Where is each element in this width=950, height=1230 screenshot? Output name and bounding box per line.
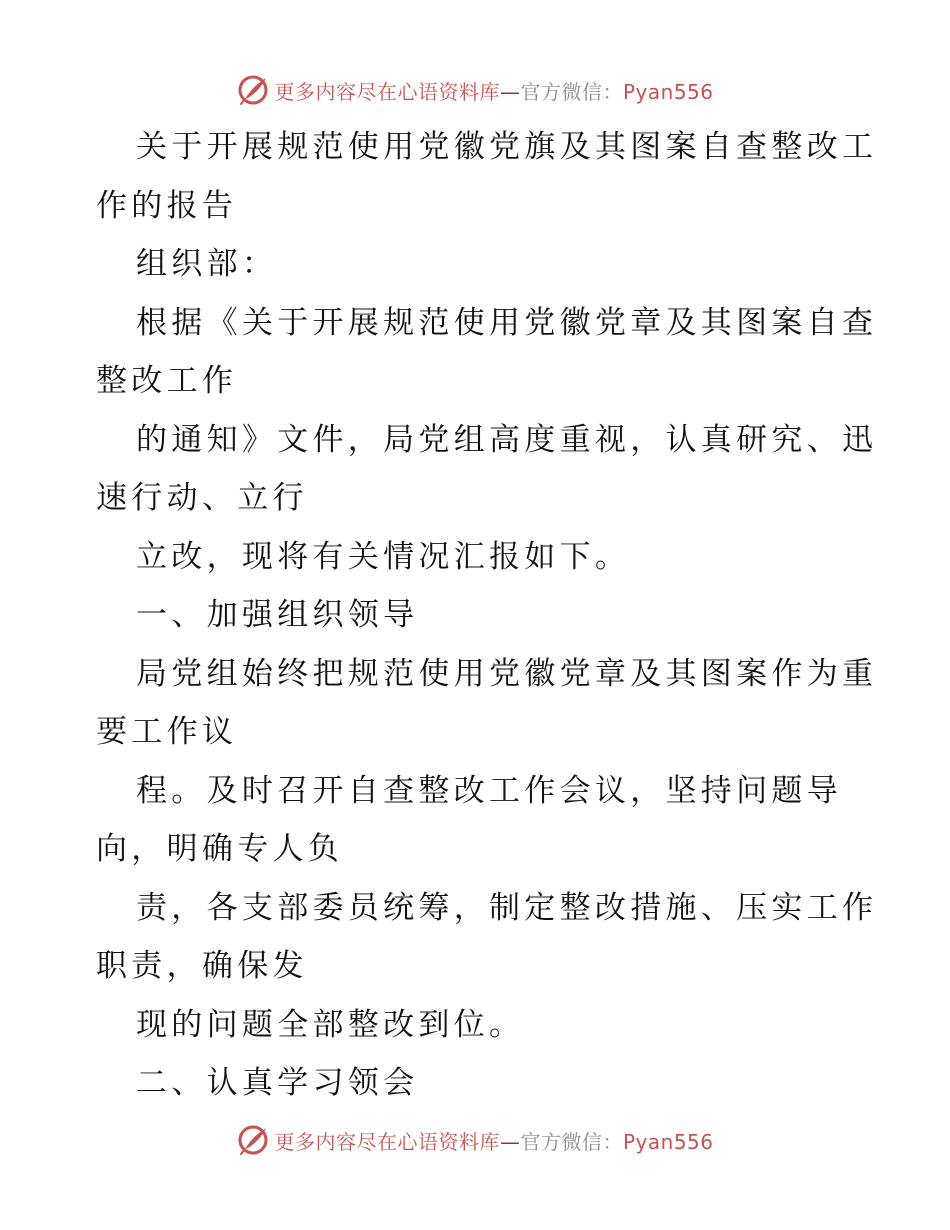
watermark-separator: — xyxy=(499,79,521,104)
watermark-text xyxy=(274,1126,713,1155)
header-watermark xyxy=(0,70,950,110)
doc-line: 关于开展规范使用党徽党旗及其图案自查整改工 xyxy=(136,129,878,165)
footer-watermark xyxy=(0,1120,950,1160)
doc-line: 二、认真学习领会 xyxy=(136,1065,419,1101)
document-body xyxy=(96,118,878,1113)
doc-line: 作的报告 xyxy=(96,187,238,224)
watermark-wechat-id: Pyan556 xyxy=(622,1129,714,1154)
doc-line: 立改，现将有关情况汇报如下。 xyxy=(136,538,631,575)
doc-line: 的通知》文件，局党组高度重视，认真研究、迅 xyxy=(136,421,878,458)
doc-line: 责，各支部委员统筹，制定整改措施、压实工作 xyxy=(136,889,878,926)
doc-line: 程。及时召开自查整改工作会议，坚持问题导 xyxy=(136,772,842,809)
doc-line: 组织部： xyxy=(136,246,278,282)
feather-logo-icon xyxy=(236,73,270,107)
feather-logo-icon xyxy=(236,1123,270,1157)
doc-line: 根据《关于开展规范使用党徽党章及其图案自查 xyxy=(136,304,878,341)
watermark-site-text: 更多内容尽在心语资料库 xyxy=(274,79,500,104)
doc-line: 职责，确保发 xyxy=(96,948,308,984)
doc-line: 向，明确专人负 xyxy=(96,831,344,867)
doc-line: 一、加强组织领导 xyxy=(136,597,419,633)
doc-line: 速行动、立行 xyxy=(96,480,308,516)
doc-line: 整改工作 xyxy=(96,363,238,399)
watermark-contact-text: 官方微信： xyxy=(520,79,623,104)
doc-line: 现的问题全部整改到位。 xyxy=(136,1006,525,1043)
watermark-text xyxy=(274,76,713,105)
watermark-site-text: 更多内容尽在心语资料库 xyxy=(274,1129,500,1154)
watermark-separator: — xyxy=(499,1129,521,1154)
watermark-wechat-id: Pyan556 xyxy=(622,79,714,104)
doc-line: 要工作议 xyxy=(96,714,238,750)
watermark-contact-text: 官方微信： xyxy=(520,1129,623,1154)
doc-line: 局党组始终把规范使用党徽党章及其图案作为重 xyxy=(136,655,878,692)
